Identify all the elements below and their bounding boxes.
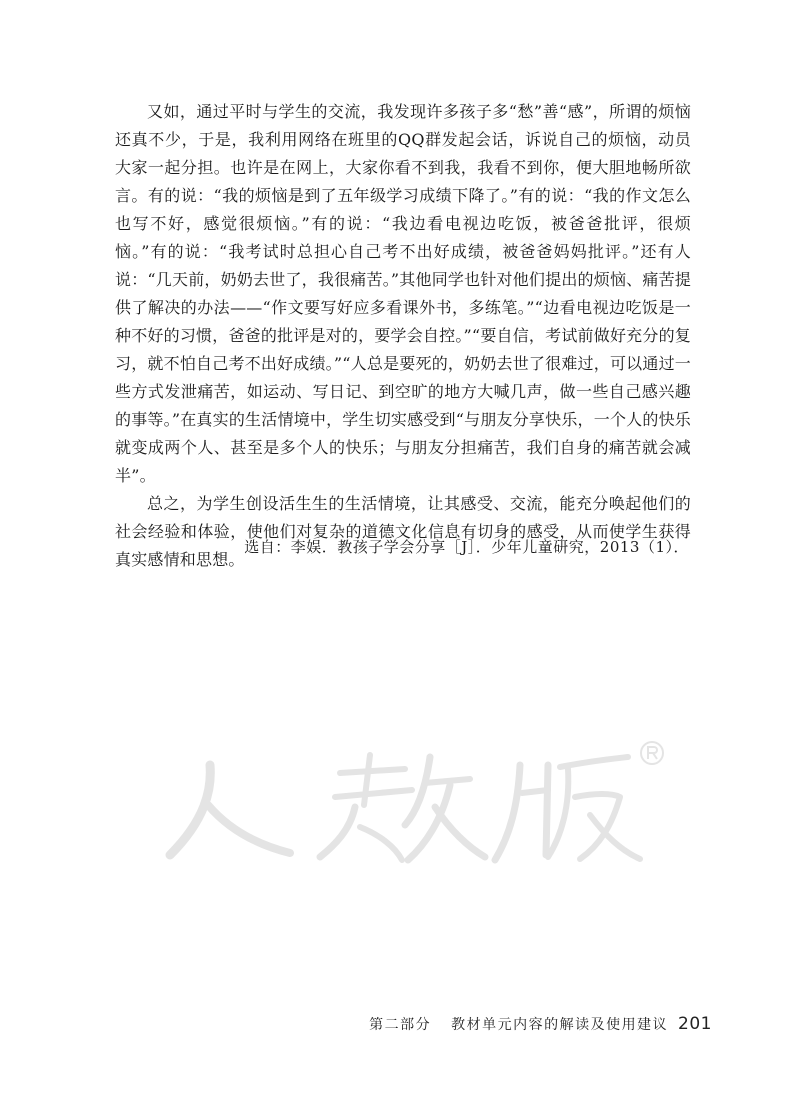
footer-title: 教材单元内容的解读及使用建议 (451, 1017, 669, 1033)
article-body (115, 98, 691, 574)
footer-section: 第二部分 (369, 1017, 432, 1033)
page-number: 201 (678, 1014, 712, 1034)
source-citation: 选自：李娱．教孩子学会分享［J］．少年儿童研究，2013（1）． (244, 538, 689, 556)
paragraph: 又如，通过平时与学生的交流，我发现许多孩子多“愁”善“感”，所谓的烦恼还真不少，于是，我利用网络在班里的QQ群发起会话，诉说自己的烦恼，动员大家一起分担。也许是在网上，大家你看不到我，我看不到你，便大胆地畅所欲言。有的说：“我的烦恼是到了五年级学习成绩下降了。”有的说：“我的作文怎么也写不好，感觉很烦恼。”有的说：“我边看电视边吃饭，被爸爸批评，很烦恼。”有的说：“我考试时总担心自己考不出好成绩，被爸爸妈妈批评。”还有人说：“几天前，奶奶去世了，我很痛苦。”其他同学也针对他们提出的烦恼、痛苦提供了解决的办法——“作文要写好应多看课外书，多练笔。”“边看电视边吃饭是一种不好的习惯，爸爸的批评是对的，要学会自控。”“要自信，考试前做好充分的复习，就不怕自己考不出好成绩。”“人总是要死的，奶奶去世了很难过，可以通过一些方式发泄痛苦，如运动、写日记、到空旷的地方大喊几声，做一些自己感兴趣的事等。”在真实的生活情境中，学生切实感受到“与朋友分享快乐，一个人的快乐就变成两个人、甚至是多个人的快乐；与朋友分担痛苦，我们自身的痛苦就会减半”。 (115, 102, 691, 485)
page-footer (369, 1013, 712, 1036)
paragraph: 总之，为学生创设活生生的生活情境，让其感受、交流，能充分唤起他们的社会经验和体验，使他们对复杂的道德文化信息有切身的感受，从而使学生获得真实感情和思想。 (115, 494, 691, 569)
publisher-watermark-logo (150, 735, 670, 875)
